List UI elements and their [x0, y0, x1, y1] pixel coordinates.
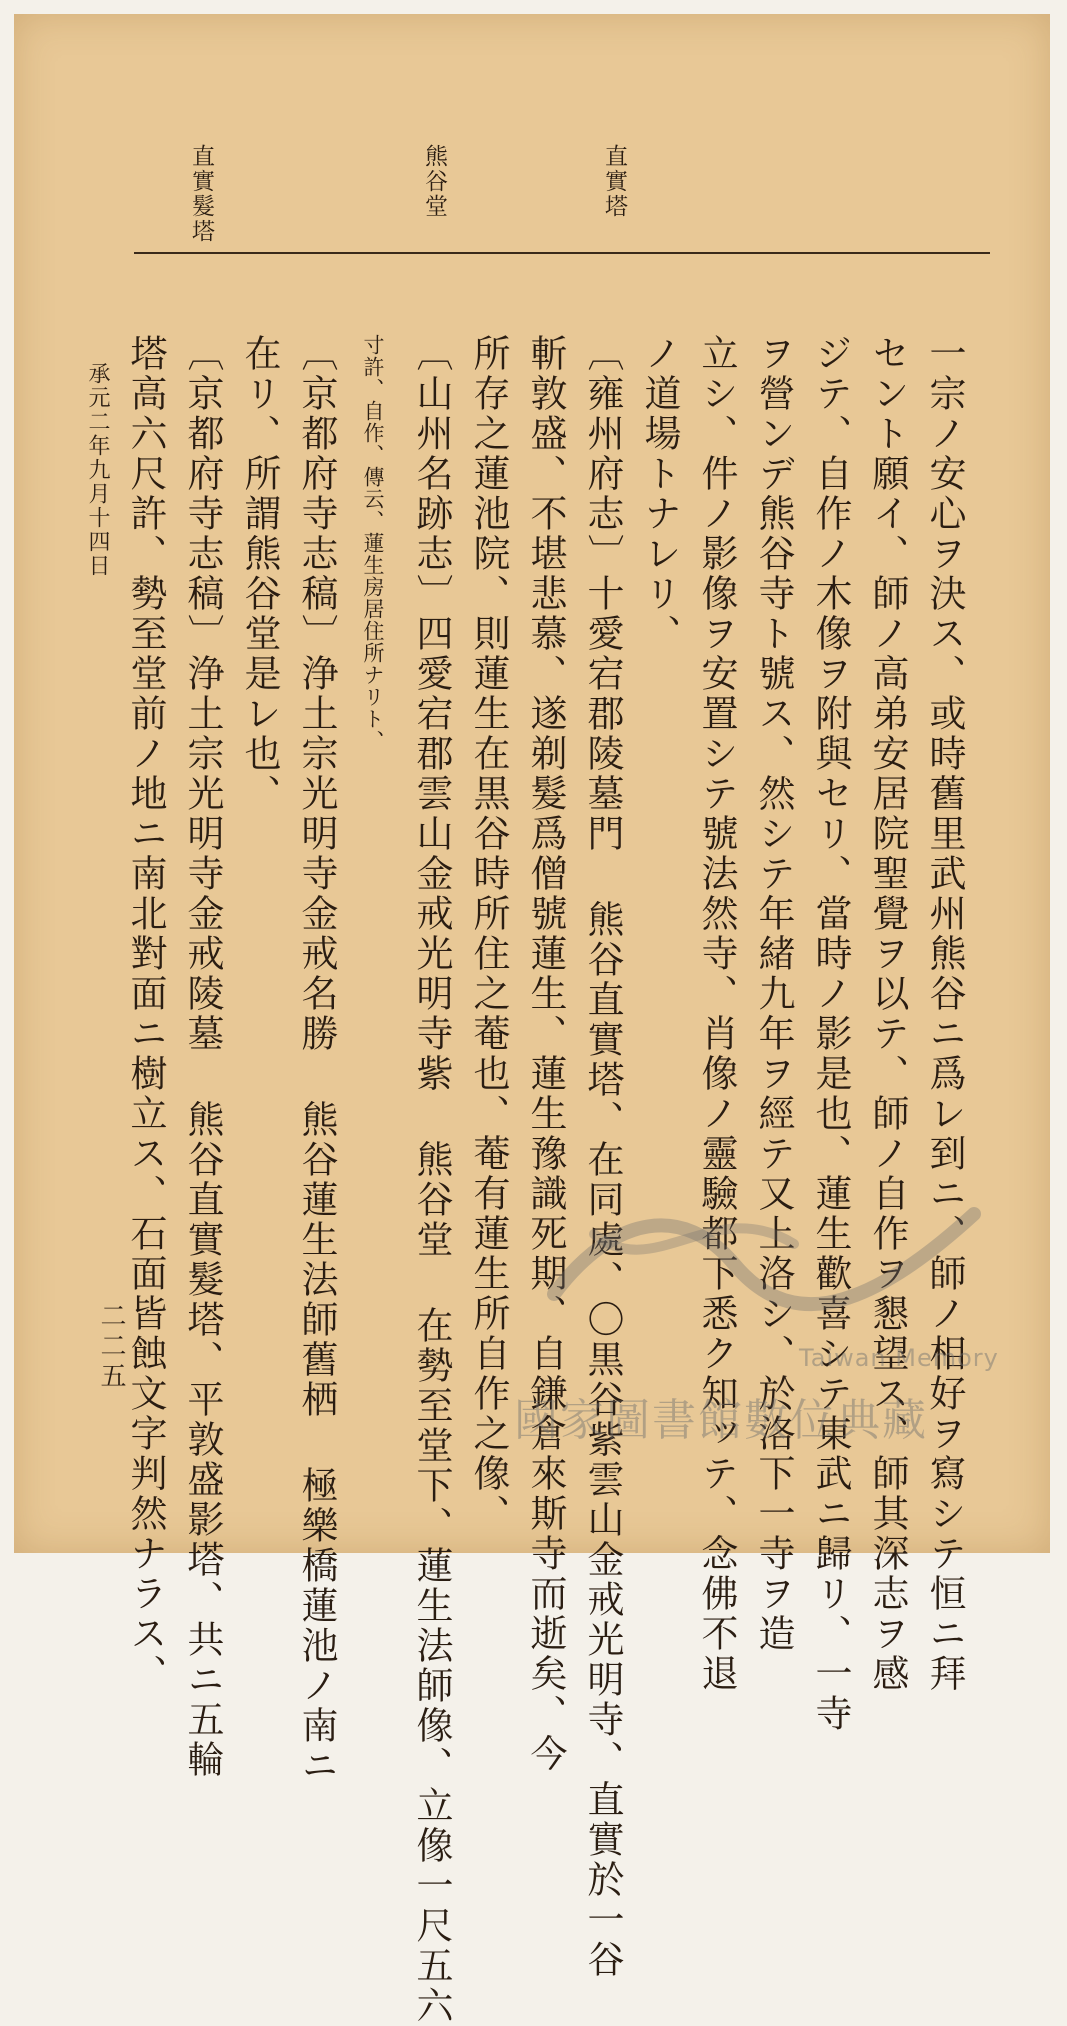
watermark-logo-icon [534, 1174, 994, 1344]
text-line-9: 所存之蓮池院、則蓮生在黒谷時所住之菴也、菴有蓮生所自作之像、 [467, 334, 510, 1534]
text-line-2: セント願イ、師ノ高弟安居院聖覺ヲ以テ、師ノ自作ヲ懇望ス、師其深志ヲ感 [866, 334, 909, 1694]
heading-naozane-tower: 直實塔 [601, 144, 627, 219]
watermark-text-english: Taiwan Memory [799, 1344, 999, 1372]
heading-naozane-hair-tower: 直實髮塔 [188, 144, 214, 244]
watermark-text-chinese: 國家圖書館數位典藏 [514, 1395, 928, 1446]
horizontal-rule [134, 252, 990, 254]
document-page [14, 14, 1050, 2026]
text-line-8: 斬敦盛、不堪悲慕、遂剃髮爲僧號蓮生、蓮生豫識死期、自鎌倉來斯寺而逝矣、今 [524, 334, 567, 1774]
text-line-7: 〔雍州府志〕十愛宕郡陵墓門 熊谷直實塔、在同處、〇黒谷紫雲山金戒光明寺、直實於一谷 [581, 334, 624, 1980]
text-line-12: 〔京都府寺志稿〕浄土宗光明寺金戒名勝 熊谷蓮生法師舊栖 極樂橋蓮池ノ南ニ [295, 334, 338, 1786]
text-line-11: 寸許、自作、傳云、蓮生房居住所ナリト、 [361, 334, 385, 752]
heading-kumagai-hall: 熊谷堂 [421, 144, 447, 219]
date-line: 承元二年九月十四日 [85, 362, 110, 578]
text-line-14: 〔京都府寺志稿〕浄土宗光明寺金戒陵墓 熊谷直實髮塔、平敦盛影塔、共ニ五輪 [181, 334, 224, 1780]
text-line-1: 一宗ノ安心ヲ決ス、或時舊里武州熊谷ニ爲レ到ニ、師ノ相好ヲ寫シテ恒ニ拜 [923, 334, 966, 1694]
text-line-3: ジテ、自作ノ木像ヲ附與セリ、當時ノ影是也、蓮生歡喜シテ東武ニ歸リ、一寺 [809, 334, 852, 1734]
text-line-10: 〔山州名跡志〕四愛宕郡雲山金戒光明寺紫 熊谷堂 在勢至堂下、蓮生法師像、立像一尺五六 [410, 334, 453, 2026]
text-line-5: 立シ、件ノ影像ヲ安置シテ號法然寺、肖像ノ靈驗都下悉ク知ッテ、念佛不退 [695, 334, 738, 1694]
text-line-15: 塔高六尺許、勢至堂前ノ地ニ南北對面ニ樹立ス、石面皆蝕文字判然ナラス、 [124, 334, 167, 1694]
page-number: 二二五 [96, 1302, 126, 1392]
text-line-6: ノ道場トナレリ、 [638, 334, 681, 654]
text-line-4: ヲ營ンデ熊谷寺ト號ス、然シテ年緒九年ヲ經テ又上洛シ、於洛下一寺ヲ造 [752, 334, 795, 1654]
text-line-13: 在リ、所謂熊谷堂是レ也、 [238, 334, 281, 814]
